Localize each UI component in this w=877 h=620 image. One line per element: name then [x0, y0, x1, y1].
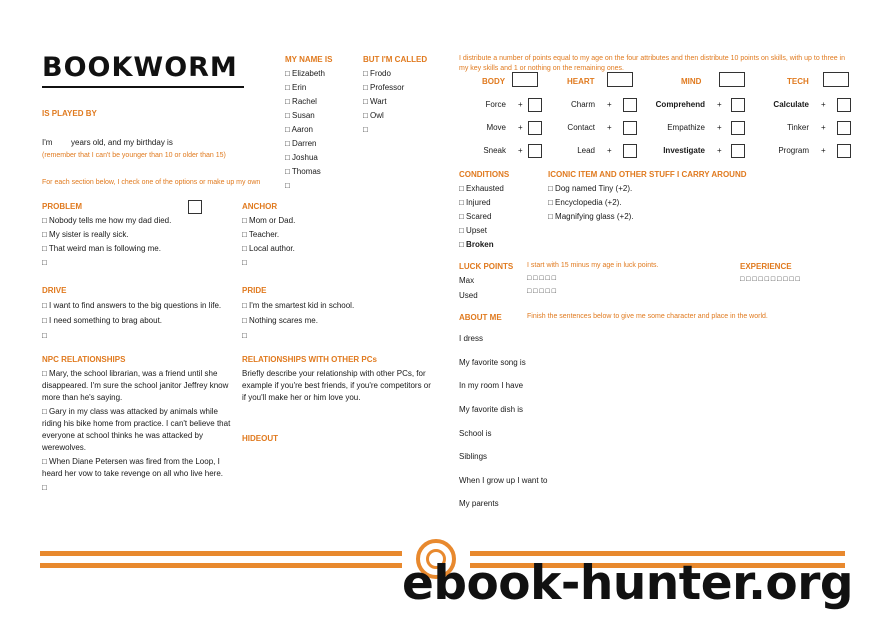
iconic-list	[548, 182, 634, 224]
name-option[interactable]: □ Susan	[285, 111, 315, 120]
skill-label: Investigate	[663, 146, 705, 155]
age-note: (remember that I can't be younger than 10 or older than 15)	[42, 152, 226, 159]
about-prompt[interactable]: Siblings	[459, 452, 488, 461]
attribute-name: TECH	[787, 77, 809, 86]
hideout-heading: HIDEOUT	[242, 434, 278, 443]
name-option[interactable]: □ Thomas	[285, 167, 321, 176]
attribute-value-box[interactable]	[512, 72, 538, 87]
iconic-item[interactable]: □ Dog named Tiny (+2).	[548, 184, 633, 193]
luck-used-boxes[interactable]: □ □ □ □ □	[527, 288, 556, 295]
plus-sign: +	[821, 123, 826, 132]
anchor-option[interactable]: □ Mom or Dad.	[242, 216, 296, 225]
anchor-option[interactable]: □	[242, 258, 247, 267]
condition-option[interactable]: □ Scared	[459, 212, 492, 221]
problem-option[interactable]: □ That weird man is following me.	[42, 244, 161, 253]
skill-label: Sneak	[483, 146, 506, 155]
name-option[interactable]: □	[285, 181, 290, 190]
problem-option[interactable]: □	[42, 258, 47, 267]
condition-option[interactable]: □ Broken	[459, 240, 494, 249]
name-option[interactable]: □ Joshua	[285, 153, 318, 162]
name-heading: MY NAME IS	[285, 55, 333, 64]
plus-sign: +	[717, 100, 722, 109]
plus-sign: +	[717, 123, 722, 132]
pride-option[interactable]: □ I'm the smartest kid in school.	[242, 301, 355, 310]
anchor-option[interactable]: □ Teacher.	[242, 230, 280, 239]
luck-heading: LUCK POINTS	[459, 262, 514, 271]
name-option[interactable]: □ Darren	[285, 139, 317, 148]
skill-label: Lead	[577, 146, 595, 155]
attribute-value-box[interactable]	[823, 72, 849, 87]
luck-max-label: Max	[459, 276, 475, 285]
nickname-option[interactable]: □ Professor	[363, 83, 405, 92]
iconic-item[interactable]: □ Encyclopedia (+2).	[548, 198, 622, 207]
anchor-options	[242, 214, 295, 270]
pcs-heading: RELATIONSHIPS WITH OTHER PCs	[242, 355, 377, 364]
problem-heading: PROBLEM	[42, 202, 82, 211]
skill-box[interactable]	[731, 144, 745, 158]
about-prompt[interactable]: My favorite song is	[459, 358, 526, 367]
pride-option[interactable]: □	[242, 331, 247, 340]
plus-sign: +	[518, 100, 523, 109]
problem-option[interactable]: □ My sister is really sick.	[42, 230, 129, 239]
title-underline	[42, 86, 244, 88]
skill-box[interactable]	[837, 121, 851, 135]
skill-box[interactable]	[623, 98, 637, 112]
luck-used-label: Used	[459, 291, 478, 300]
about-prompt[interactable]: In my room I have	[459, 381, 524, 390]
age-label: I'm	[42, 138, 53, 147]
about-heading: ABOUT ME	[459, 313, 502, 322]
skill-label: Program	[778, 146, 809, 155]
pcs-text: Briefly describe your relationship with other PCs, for example if you're best friends, if you're competitors or if you'll make her or him love you.	[242, 369, 431, 402]
skills-grid	[459, 98, 859, 168]
plus-sign: +	[821, 100, 826, 109]
attribute-value-box[interactable]	[607, 72, 633, 87]
plus-sign: +	[607, 146, 612, 155]
conditions-list	[459, 182, 504, 252]
name-options	[285, 67, 325, 193]
skill-box[interactable]	[623, 144, 637, 158]
skill-label: Empathize	[667, 123, 705, 132]
nickname-option[interactable]: □	[363, 125, 368, 134]
npc-option[interactable]: □ Gary in my class was attacked by animals while riding his bike home from practice. I can't believe that everyone at school thinks he was attacked by werewolves.	[42, 407, 231, 452]
played-by-heading: IS PLAYED BY	[42, 109, 97, 118]
skill-box[interactable]	[731, 98, 745, 112]
npc-option[interactable]: □ Mary, the school librarian, was a friend until she disappeared. I'm sure the school janitor Jeffrey know more than he's saying.	[42, 369, 229, 402]
anchor-heading: ANCHOR	[242, 202, 278, 211]
conditions-heading: CONDITIONS	[459, 170, 510, 179]
skill-label: Charm	[570, 100, 595, 109]
attribute-name: BODY	[482, 77, 506, 86]
attribute-name: HEART	[567, 77, 595, 86]
experience-heading: EXPERIENCE	[740, 262, 792, 271]
attribute-value-box[interactable]	[719, 72, 745, 87]
npc-option[interactable]: □	[42, 483, 47, 492]
condition-option[interactable]: □ Exhausted	[459, 184, 504, 193]
page-title: BOOKWORM	[42, 52, 238, 83]
called-heading: BUT I'M CALLED	[363, 55, 428, 64]
skill-box[interactable]	[528, 121, 542, 135]
skill-label: Calculate	[773, 100, 809, 109]
name-option[interactable]: □ Aaron	[285, 125, 313, 134]
npc-heading: NPC RELATIONSHIPS	[42, 355, 126, 364]
about-note: Finish the sentences below to give me some character and place in the world.	[527, 313, 768, 320]
called-options	[363, 67, 404, 137]
name-option[interactable]: □ Erin	[285, 83, 307, 92]
condition-option[interactable]: □ Injured	[459, 198, 491, 207]
about-prompt[interactable]: School is	[459, 429, 492, 438]
npc-options	[42, 368, 234, 494]
luck-max-boxes[interactable]: □ □ □ □ □	[527, 275, 556, 282]
drive-option[interactable]: □ I want to find answers to the big questions in life.	[42, 301, 222, 310]
plus-sign: +	[717, 146, 722, 155]
experience-boxes[interactable]: □ □ □ □ □ □ □ □ □ □	[740, 276, 800, 283]
name-option[interactable]: □ Rachel	[285, 97, 317, 106]
iconic-item[interactable]: □ Magnifying glass (+2).	[548, 212, 634, 221]
skill-label: Move	[486, 123, 506, 132]
about-prompt[interactable]: My parents	[459, 499, 499, 508]
plus-sign: +	[518, 146, 523, 155]
iconic-heading: ICONIC ITEM AND OTHER STUFF I CARRY AROUND	[548, 170, 747, 179]
skill-label: Contact	[567, 123, 595, 132]
skill-label: Comprehend	[655, 100, 705, 109]
plus-sign: +	[821, 146, 826, 155]
skill-box[interactable]	[623, 121, 637, 135]
drive-option[interactable]: □	[42, 331, 47, 340]
stripe-divider	[40, 551, 402, 556]
about-prompt[interactable]: My favorite dish is	[459, 405, 524, 414]
skill-box[interactable]	[837, 98, 851, 112]
nickname-option[interactable]: □ Frodo	[363, 69, 391, 78]
condition-option[interactable]: □ Upset	[459, 226, 487, 235]
attribute-name: MIND	[681, 77, 702, 86]
about-prompt[interactable]: When I grow up I want to	[459, 476, 548, 485]
pride-options	[242, 298, 354, 343]
problem-option[interactable]: □ Nobody tells me how my dad died.	[42, 216, 172, 225]
drive-options	[42, 298, 221, 343]
about-prompt[interactable]: I dress	[459, 334, 484, 343]
stripe-divider	[40, 563, 402, 568]
luck-note: I start with 15 minus my age in luck points.	[527, 262, 659, 269]
checkbox-icon[interactable]	[188, 200, 202, 214]
nickname-option[interactable]: □ Wart	[363, 97, 387, 106]
plus-sign: +	[607, 100, 612, 109]
pride-option[interactable]: □ Nothing scares me.	[242, 316, 318, 325]
plus-sign: +	[518, 123, 523, 132]
npc-option[interactable]: □ When Diane Petersen was fired from the Loop, I heard her vow to take revenge on all who live here.	[42, 457, 223, 478]
drive-option[interactable]: □ I need something to brag about.	[42, 316, 163, 325]
skill-box[interactable]	[731, 121, 745, 135]
skill-box[interactable]	[528, 98, 542, 112]
skill-label: Force	[485, 100, 506, 109]
drive-heading: DRIVE	[42, 286, 67, 295]
name-option[interactable]: □ Elizabeth	[285, 69, 325, 78]
skill-label: Tinker	[787, 123, 809, 132]
anchor-option[interactable]: □ Local author.	[242, 244, 295, 253]
nickname-option[interactable]: □ Owl	[363, 111, 384, 120]
instructions-text: For each section below, I check one of the options or make up my own	[42, 179, 261, 186]
problem-options	[42, 214, 171, 270]
plus-sign: +	[607, 123, 612, 132]
attributes-intro: I distribute a number of points equal to my age on the four attributes and then distribute 10 points on skills, with up to three in my key skills and 1 or nothing on the remaining ones.	[459, 55, 846, 72]
watermark-text: ebook-hunter.org	[402, 556, 854, 611]
skill-box[interactable]	[528, 144, 542, 158]
birthday-label: years old, and my birthday is	[71, 138, 173, 147]
skill-box[interactable]	[837, 144, 851, 158]
pride-heading: PRIDE	[242, 286, 267, 295]
